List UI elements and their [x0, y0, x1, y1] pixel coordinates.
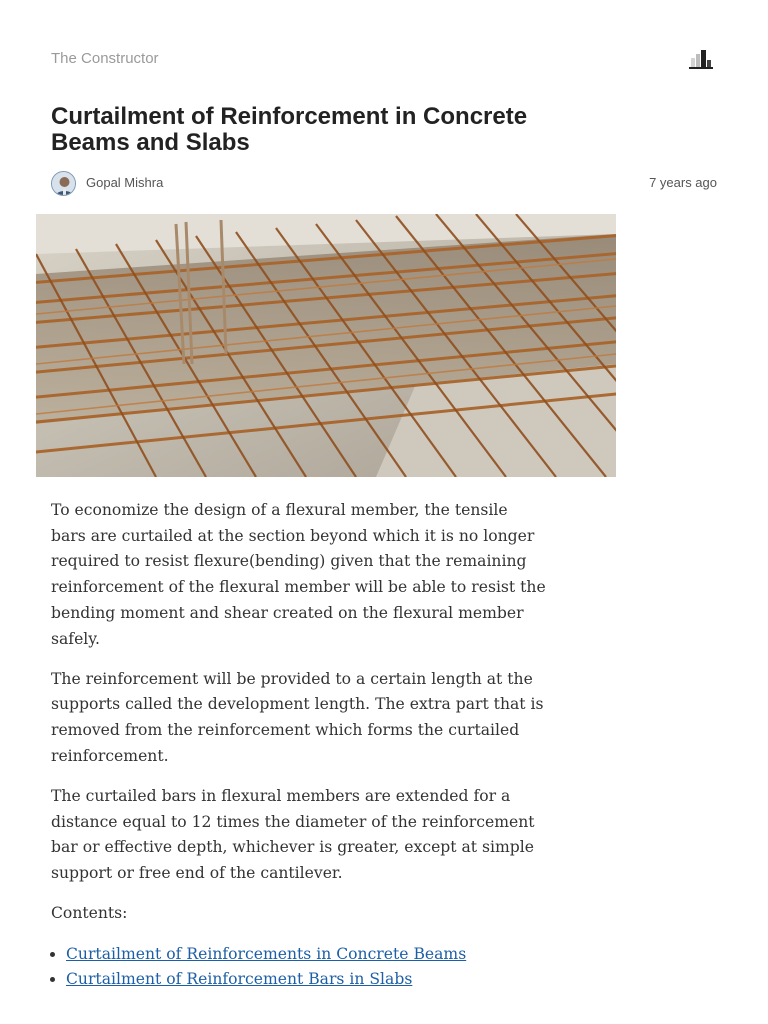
toc-item [66, 942, 546, 968]
article-paragraph: The curtailed bars in flexural members are extended for a distance equal to 12 times the diameter of the reinforcement bar or effective depth, whichever is greater, except at simple support or free end of the cantilever. [51, 787, 535, 883]
article-body [51, 498, 546, 993]
article-paragraph: The reinforcement will be provided to a certain length at the supports called the development length. The extra part that is removed from the reinforcement which forms the curtailed reinforcement. [51, 669, 544, 765]
article-title: Curtailment of Reinforcement in Concrete Beams and Slabs [51, 103, 528, 156]
contents-label: Contents: [51, 904, 128, 923]
author-name[interactable]: Gopal Mishra [86, 175, 164, 190]
site-header [51, 48, 717, 72]
byline [51, 171, 717, 196]
article-paragraph: To economize the design of a flexural member, the tensile bars are curtailed at the section beyond which it is no longer required to resist flexure(bending) given that the remaining reinforcement of the flexural member will be able to resist the bending moment and shear created on the flexural member safely. [51, 501, 546, 648]
toc-link-beams[interactable]: Curtailment of Reinforcements in Concrete Beams [66, 944, 467, 963]
author-avatar[interactable] [51, 171, 76, 196]
toc-item [66, 967, 546, 993]
toc-link-slabs[interactable]: Curtailment of Reinforcement Bars in Slabs [66, 970, 413, 989]
table-of-contents [51, 942, 546, 993]
publish-timestamp: 7 years ago [649, 175, 717, 190]
site-name-link[interactable]: The Constructor [51, 50, 159, 67]
building-logo-icon[interactable] [688, 48, 714, 70]
hero-image-rebar [36, 214, 616, 477]
